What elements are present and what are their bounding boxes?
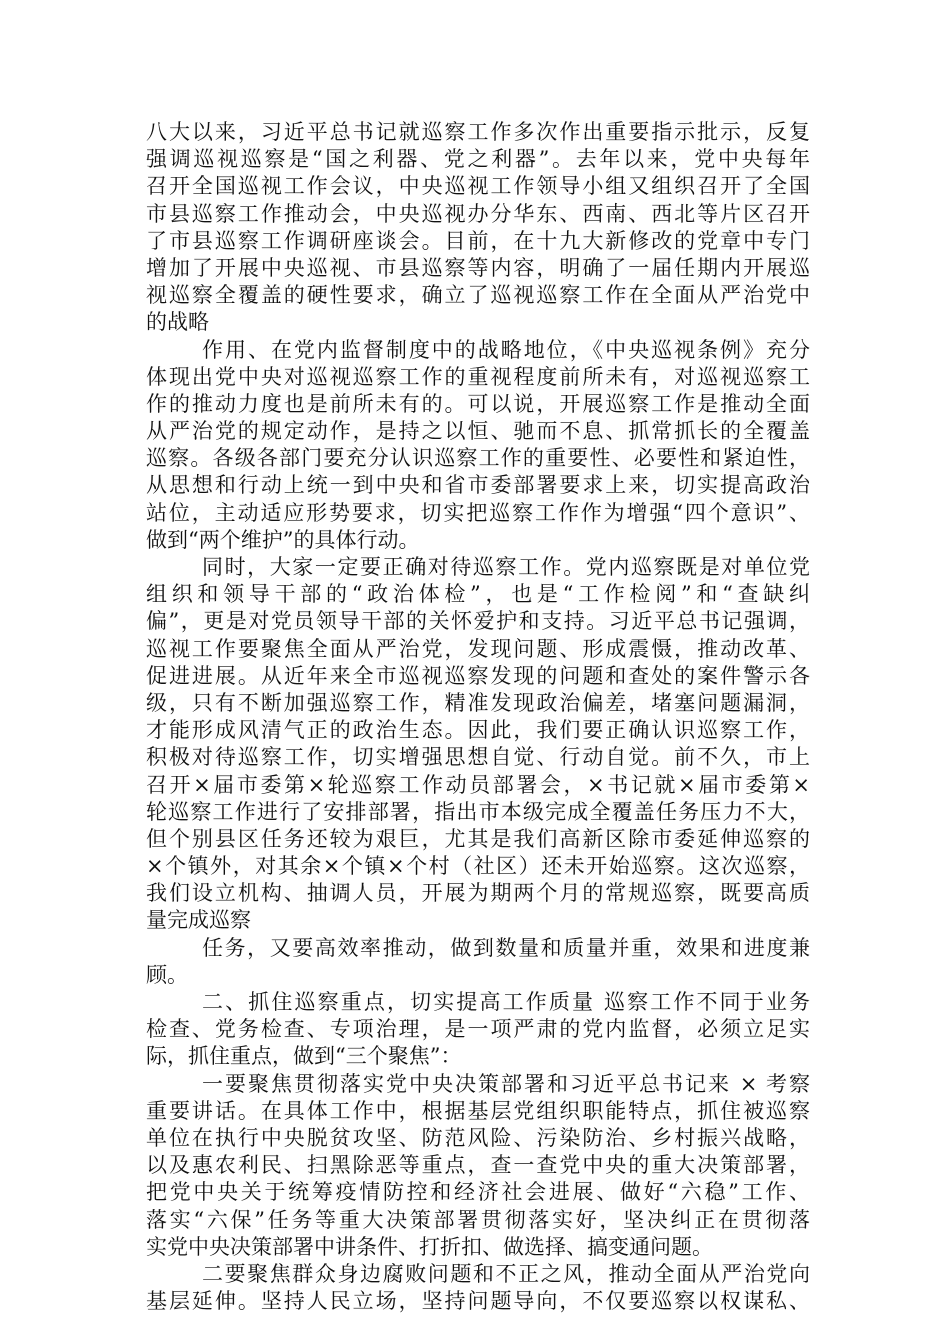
text-line: 促进进展。从近年来全市巡视巡察发现的问题和查处的案件警示各 [146,663,810,688]
text-line: 偏”，更是对党员领导干部的关怀爱护和支持。习近平总书记强调， [146,609,810,634]
text-line: 我们设立机构、抽调人员，开展为期两个月的常规巡察，既要高质 [146,881,810,906]
text-line: 同时，大家一定要正确对待巡察工作。党内巡察既是对单位党 [202,555,810,579]
text-line: 任务，又要高效率推动，做到数量和质量并重，效果和进度兼 [202,935,810,960]
text-line: 召开全国巡视工作会议，中央巡视工作领导小组又组织召开了全国 [146,174,810,199]
text-line: 际，抓住重点，做到“三个聚焦”： [146,1044,462,1069]
text-line: 轮巡察工作进行了安排部署，指出市本级完成全覆盖任务压力不大， [146,799,810,824]
text-line: 视巡察全覆盖的硬性要求，确立了巡视巡察工作在全面从严治党中 [146,283,810,308]
text-line: 做到“两个维护”的具体行动。 [146,527,420,552]
text-line: 基层延伸。坚持人民立场，坚持问题导向，不仅要巡察以权谋私、 [146,1289,810,1314]
text-line: 重要讲话。在具体工作中，根据基层党组织职能特点，抓住被巡察 [146,1098,810,1123]
text-line: 了市县巡察工作调研座谈会。目前，在十九大新修改的党章中专门 [146,228,810,253]
text-line: 把党中央关于统筹疫情防控和经济社会进展、做好“六稳”工作、 [146,1180,810,1205]
text-line: 站位，主动适应形势要求，切实把巡察工作作为增强“四个意识”、 [146,500,810,525]
text-line: 的战略 [146,310,209,335]
text-line: 强调巡视巡察是“国之利器、党之利器”。去年以来，党中央每年 [146,147,810,172]
text-line: 检查、党务检查、专项治理，是一项严肃的党内监督，必须立足实 [146,1017,810,1042]
text-line: 二要聚焦群众身边腐败问题和不正之风，推动全面从严治党向 [202,1261,810,1286]
text-line: 单位在执行中央脱贫攻坚、防范风险、污染防治、乡村振兴战略， [146,1125,810,1150]
text-line: ×个镇外，对其余×个镇×个村（社区）还未开始巡察。这次巡察， [146,854,810,879]
text-line: 增加了开展中央巡视、市县巡察等内容，明确了一届任期内开展巡 [146,255,810,280]
document-body [146,119,810,1315]
text-line: 组织和领导干部的“政治体检”，也是“工作检阅”和“查缺纠 [146,582,810,607]
text-line: 以及惠农利民、扫黑除恶等重点，查一查党中央的重大决策部署， [146,1153,810,1178]
text-line: 但个别县区任务还较为艰巨，尤其是我们高新区除市委延伸巡察的 [146,826,810,851]
text-line: 从思想和行动上统一到中央和省市委部署要求上来，切实提高政治 [146,473,810,498]
text-line: 实党中央决策部署中讲条件、打折扣、做选择、搞变通问题。 [146,1234,713,1259]
text-line: 二、抓住巡察重点，切实提高工作质量 巡察工作不同于业务 [202,990,810,1014]
text-line: 量完成巡察 [146,908,251,933]
text-line: 一要聚焦贯彻落实党中央决策部署和习近平总书记来 × 考察 [202,1071,810,1096]
text-line: 积极对待巡察工作，切实增强思想自觉、行动自觉。前不久，市上 [146,745,810,770]
text-line: 从严治党的规定动作，是持之以恒、驰而不息、抓常抓长的全覆盖 [146,419,810,444]
text-line: 巡视工作要聚焦全面从严治党，发现问题、形成震慑，推动改革、 [146,636,810,661]
text-line: 召开×届市委第×轮巡察工作动员部署会，×书记就×届市委第× [146,772,810,797]
text-line: 市县巡察工作推动会，中央巡视办分华东、西南、西北等片区召开 [146,201,810,226]
text-line: 顾。 [146,962,188,987]
text-line: 才能形成风清气正的政治生态。因此，我们要正确认识巡察工作， [146,718,810,743]
text-line: 体现出党中央对巡视巡察工作的重视程度前所未有，对巡视巡察工 [146,364,810,389]
text-line: 作用、在党内监督制度中的战略地位，《中央巡视条例》充分 [202,337,810,362]
text-line: 级，只有不断加强巡察工作，精准发现政治偏差，堵塞问题漏洞， [146,690,810,715]
text-line: 巡察。各级各部门要充分认识巡察工作的重要性、必要性和紧迫性， [146,446,810,471]
text-line: 八大以来，习近平总书记就巡察工作多次作出重要指示批示，反复 [146,120,810,144]
text-line: 作的推动力度也是前所未有的。可以说，开展巡察工作是推动全面 [146,391,810,416]
text-line: 落实“六保”任务等重大决策部署贯彻落实好，坚决纠正在贯彻落 [146,1207,810,1232]
